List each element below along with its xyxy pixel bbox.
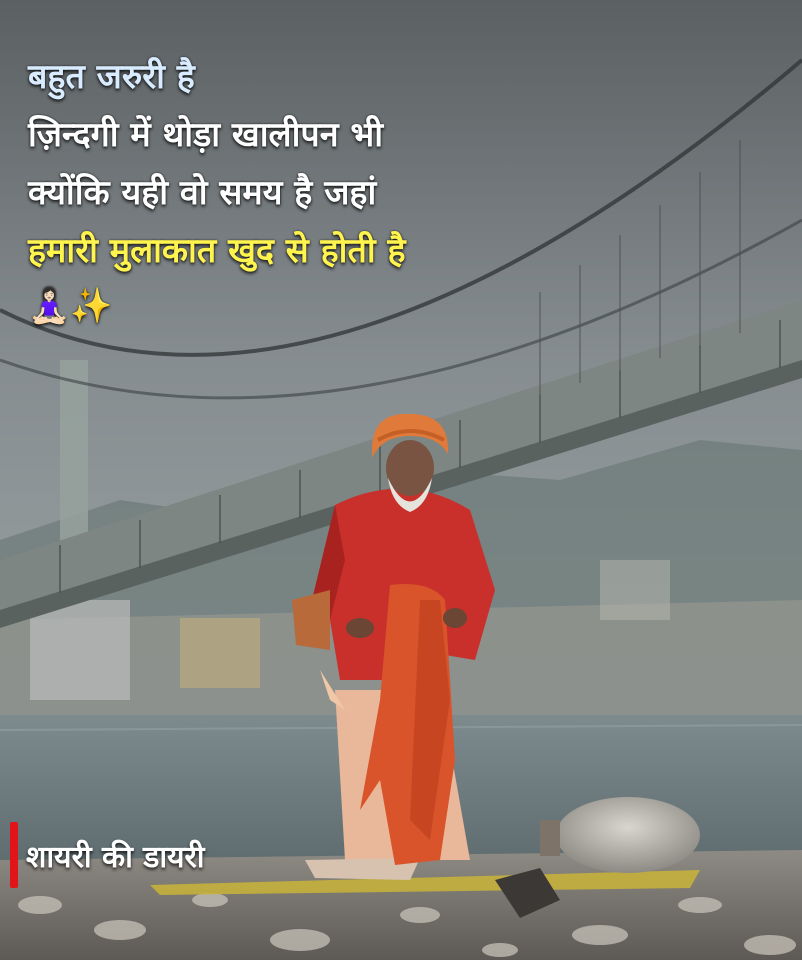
cloth-bundle bbox=[556, 797, 700, 873]
quote-line-2: ज़िन्दगी में थोड़ा खालीपन भी bbox=[28, 115, 384, 155]
brand-accent-bar bbox=[10, 822, 18, 888]
meditation-sparkles-emoji: 🧘🏻‍♀️✨ bbox=[28, 286, 113, 326]
quote-text bbox=[28, 48, 406, 328]
quote-line-4: हमारी मुलाकात खुद से होती है bbox=[28, 231, 406, 271]
quote-line-1: बहुत जरुरी है bbox=[28, 57, 195, 97]
brand-name: शायरी की डायरी bbox=[26, 839, 205, 875]
quote-line-3: क्योंकि यही वो समय है जहां bbox=[28, 173, 377, 213]
brand-watermark bbox=[10, 822, 205, 888]
